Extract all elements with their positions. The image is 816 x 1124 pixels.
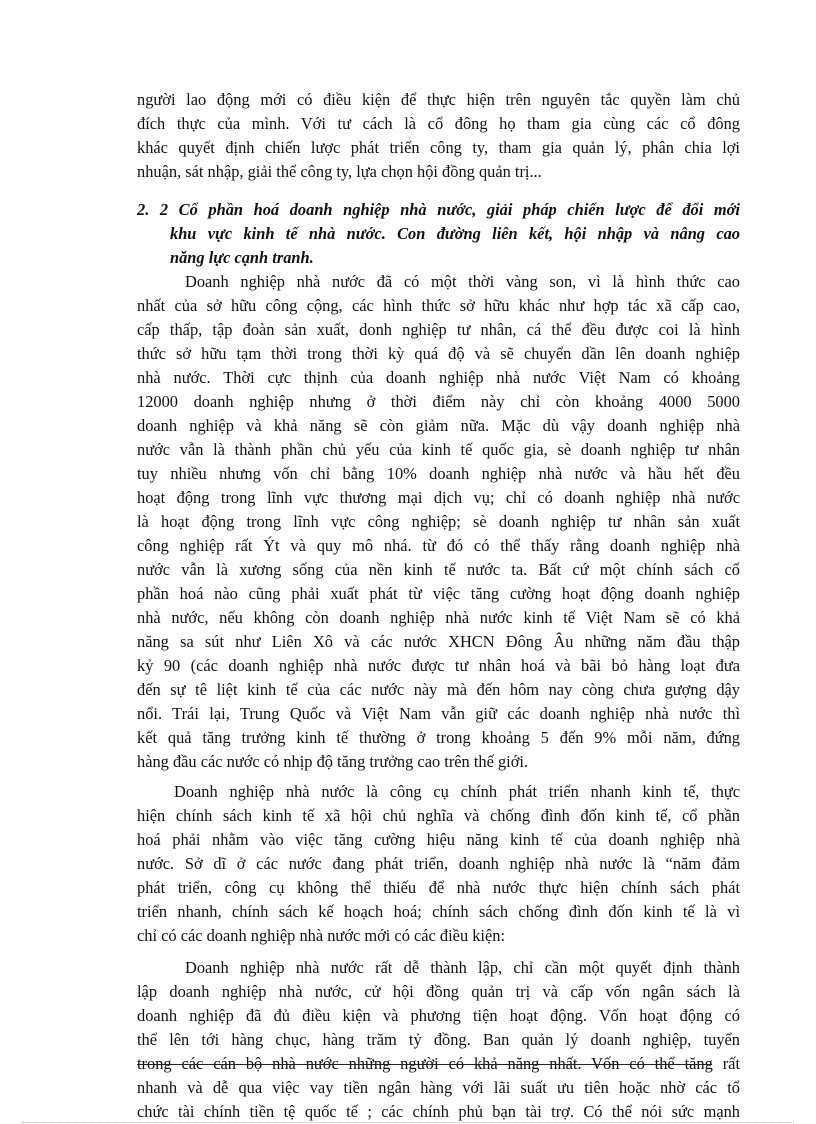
text-line: nước. Sở dĩ ở các nước đang phát triển, doanh nghiệp nhà nước là “năm đảm <box>137 854 740 873</box>
text-line: là hoạt động trong lĩnh vực công nghiệp; sè doanh nghiệp tư nhân sản xuất <box>137 512 740 531</box>
text-line: người lao động mới có điều kiện để thực hiện trên nguyên tắc quyền làm chủ <box>137 90 740 109</box>
text-line: Doanh nghiệp nhà nước là công cụ chính phát triển nhanh kinh tế, thực <box>174 782 740 801</box>
text-line: hàng đầu các nước có nhịp độ tăng trưởng cao trên thế giới. <box>137 752 529 771</box>
text-line: cấp thấp, tập đoàn sản xuất, donh nghiệp tư nhân, cá thể đều được coi là hình <box>137 320 740 339</box>
text-line: khác quyết định chiến lược phát triển công ty, tham gia quản lý, phân chia lợi <box>137 138 740 157</box>
text-line: phát triển, công cụ không thể thiếu để nhà nước thực hiện chính sách phát <box>137 878 740 897</box>
text-line: kết quả tăng trưởng kinh tế thường ở trong khoảng 5 đến 9% mỗi năm, đứng <box>137 728 740 747</box>
section-heading: khu vực kinh tế nhà nước. Con đường liên kết, hội nhập và nâng cao <box>170 224 740 243</box>
text-line: doanh nghiệp và khả năng sẽ còn giảm nữa. Mặc dù vậy doanh nghiệp nhà <box>137 416 740 435</box>
text-line: nước vẫn là thành phần chủ yếu của kinh tế quốc gia, sè doanh nghiệp tư nhân <box>137 440 740 459</box>
section-heading: năng lực cạnh tranh. <box>170 248 314 267</box>
text-line: chỉ có các doanh nghiệp nhà nước mới có các điều kiện: <box>137 926 506 945</box>
text-line: Doanh nghiệp nhà nước đã có một thời vàng son, vì là hình thức cao <box>185 272 740 291</box>
text-line: nhất của sở hữu công cộng, các hình thức sở hữu khác như hợp tác xã cấp cao, <box>137 296 740 315</box>
text-line: hiện chính sách kinh tế xã hội chủ nghĩa và chống đình đốn kinh tế, cổ phần <box>137 806 740 825</box>
text-line: trong các cán bộ nhà nước những người có khả năng nhất. Vốn có thể tăng rất <box>137 1054 740 1073</box>
text-line: tuy nhiều nhưng vốn chỉ bằng 10% doanh nghiệp nhà nước và hầu hết đều <box>137 464 740 483</box>
text-line: thức sở hữu tạm thời trong thời kỳ quá độ và sẽ chuyển dần lên doanh nghiệp <box>137 344 740 363</box>
section-heading: 2. 2 Cổ phần hoá doanh nghiệp nhà nước, giải pháp chiến lược để đổi mới <box>137 200 740 219</box>
text-line: nhà nước, nếu không còn doanh nghiệp nhà nước kinh tế Việt Nam sẽ có khả <box>137 608 740 627</box>
text-line: nhanh và dễ qua việc vay tiền ngân hàng với lãi suất ưu tiên hoặc nhờ các tổ <box>137 1078 740 1097</box>
text-line: 12000 doanh nghiệp nhưng ở thời điểm này chỉ còn khoảng 4000 5000 <box>137 392 740 411</box>
text-line: Doanh nghiệp nhà nước rất dễ thành lập, chỉ cần một quyết định thành <box>185 958 740 977</box>
text-line: nước vẫn là xương sống của nền kinh tế nước ta. Bất cứ một chính sách cổ <box>137 560 740 579</box>
text-line: năng sa sút như Liên Xô và các nước XHCN Đông Âu những năm đầu thập <box>137 632 740 651</box>
text-line: công nghiệp rất Ýt và quy mô nhá. từ đó có thể thấy rằng doanh nghiệp nhà <box>137 536 740 555</box>
text-line: nhuận, sát nhập, giải thể công ty, lựa chọn hội đồng quản trị... <box>137 162 542 181</box>
text-line: nhà nước. Thời cực thịnh của doanh nghiệp nhà nước Việt Nam có khoảng <box>137 368 740 387</box>
text-line: nổi. Trái lại, Trung Quốc và Việt Nam vẫn giữ các doanh nghiệp nhà nước thì <box>137 704 740 723</box>
text-line: đích thực của mình. Với tư cách là cổ đông họ tham gia cùng các cổ đông <box>137 114 740 133</box>
text-line: kỷ 90 (các doanh nghiệp nhà nước được tư nhân hoá và bãi bỏ hàng loạt đưa <box>137 656 740 675</box>
text-line: chức tài chính tiền tệ quốc tế ; các chính phủ bạn tài trợ. Có thể nói sức mạnh <box>137 1102 740 1121</box>
text-line: đến sự tê liệt kinh tế của các nước này mà đến hôm nay còng chưa gượng dậy <box>137 680 740 699</box>
text-line: hoá phải nhằm vào việc tăng cường hiệu năng kinh tế của doanh nghiệp nhà <box>137 830 740 849</box>
text-line: thể lên tới hàng chục, hàng trăm tỷ đồng. Ban quản lý doanh nghiệp, tuyển <box>137 1030 740 1049</box>
footer-rule <box>137 1064 712 1065</box>
text-line: phần hoá nào cũng phải xuất phát từ việc tăng cường hoạt động doanh nghiệp <box>137 584 740 603</box>
text-line: triển nhanh, chính sách kế hoạch hoá; chính sách chống đình đốn kinh tế là vì <box>137 902 740 921</box>
text-line: hoạt động trong lĩnh vực thương mại dịch vụ; chỉ có doanh nghiệp nhà nước <box>137 488 740 507</box>
text-line: doanh nghiệp đã đủ điều kiện và phương tiện hoạt động. Vốn hoạt động có <box>137 1006 740 1025</box>
text-line: lập doanh nghiệp nhà nước, cử hội đồng quản trị và cấp vốn ngân sách là <box>137 982 740 1001</box>
